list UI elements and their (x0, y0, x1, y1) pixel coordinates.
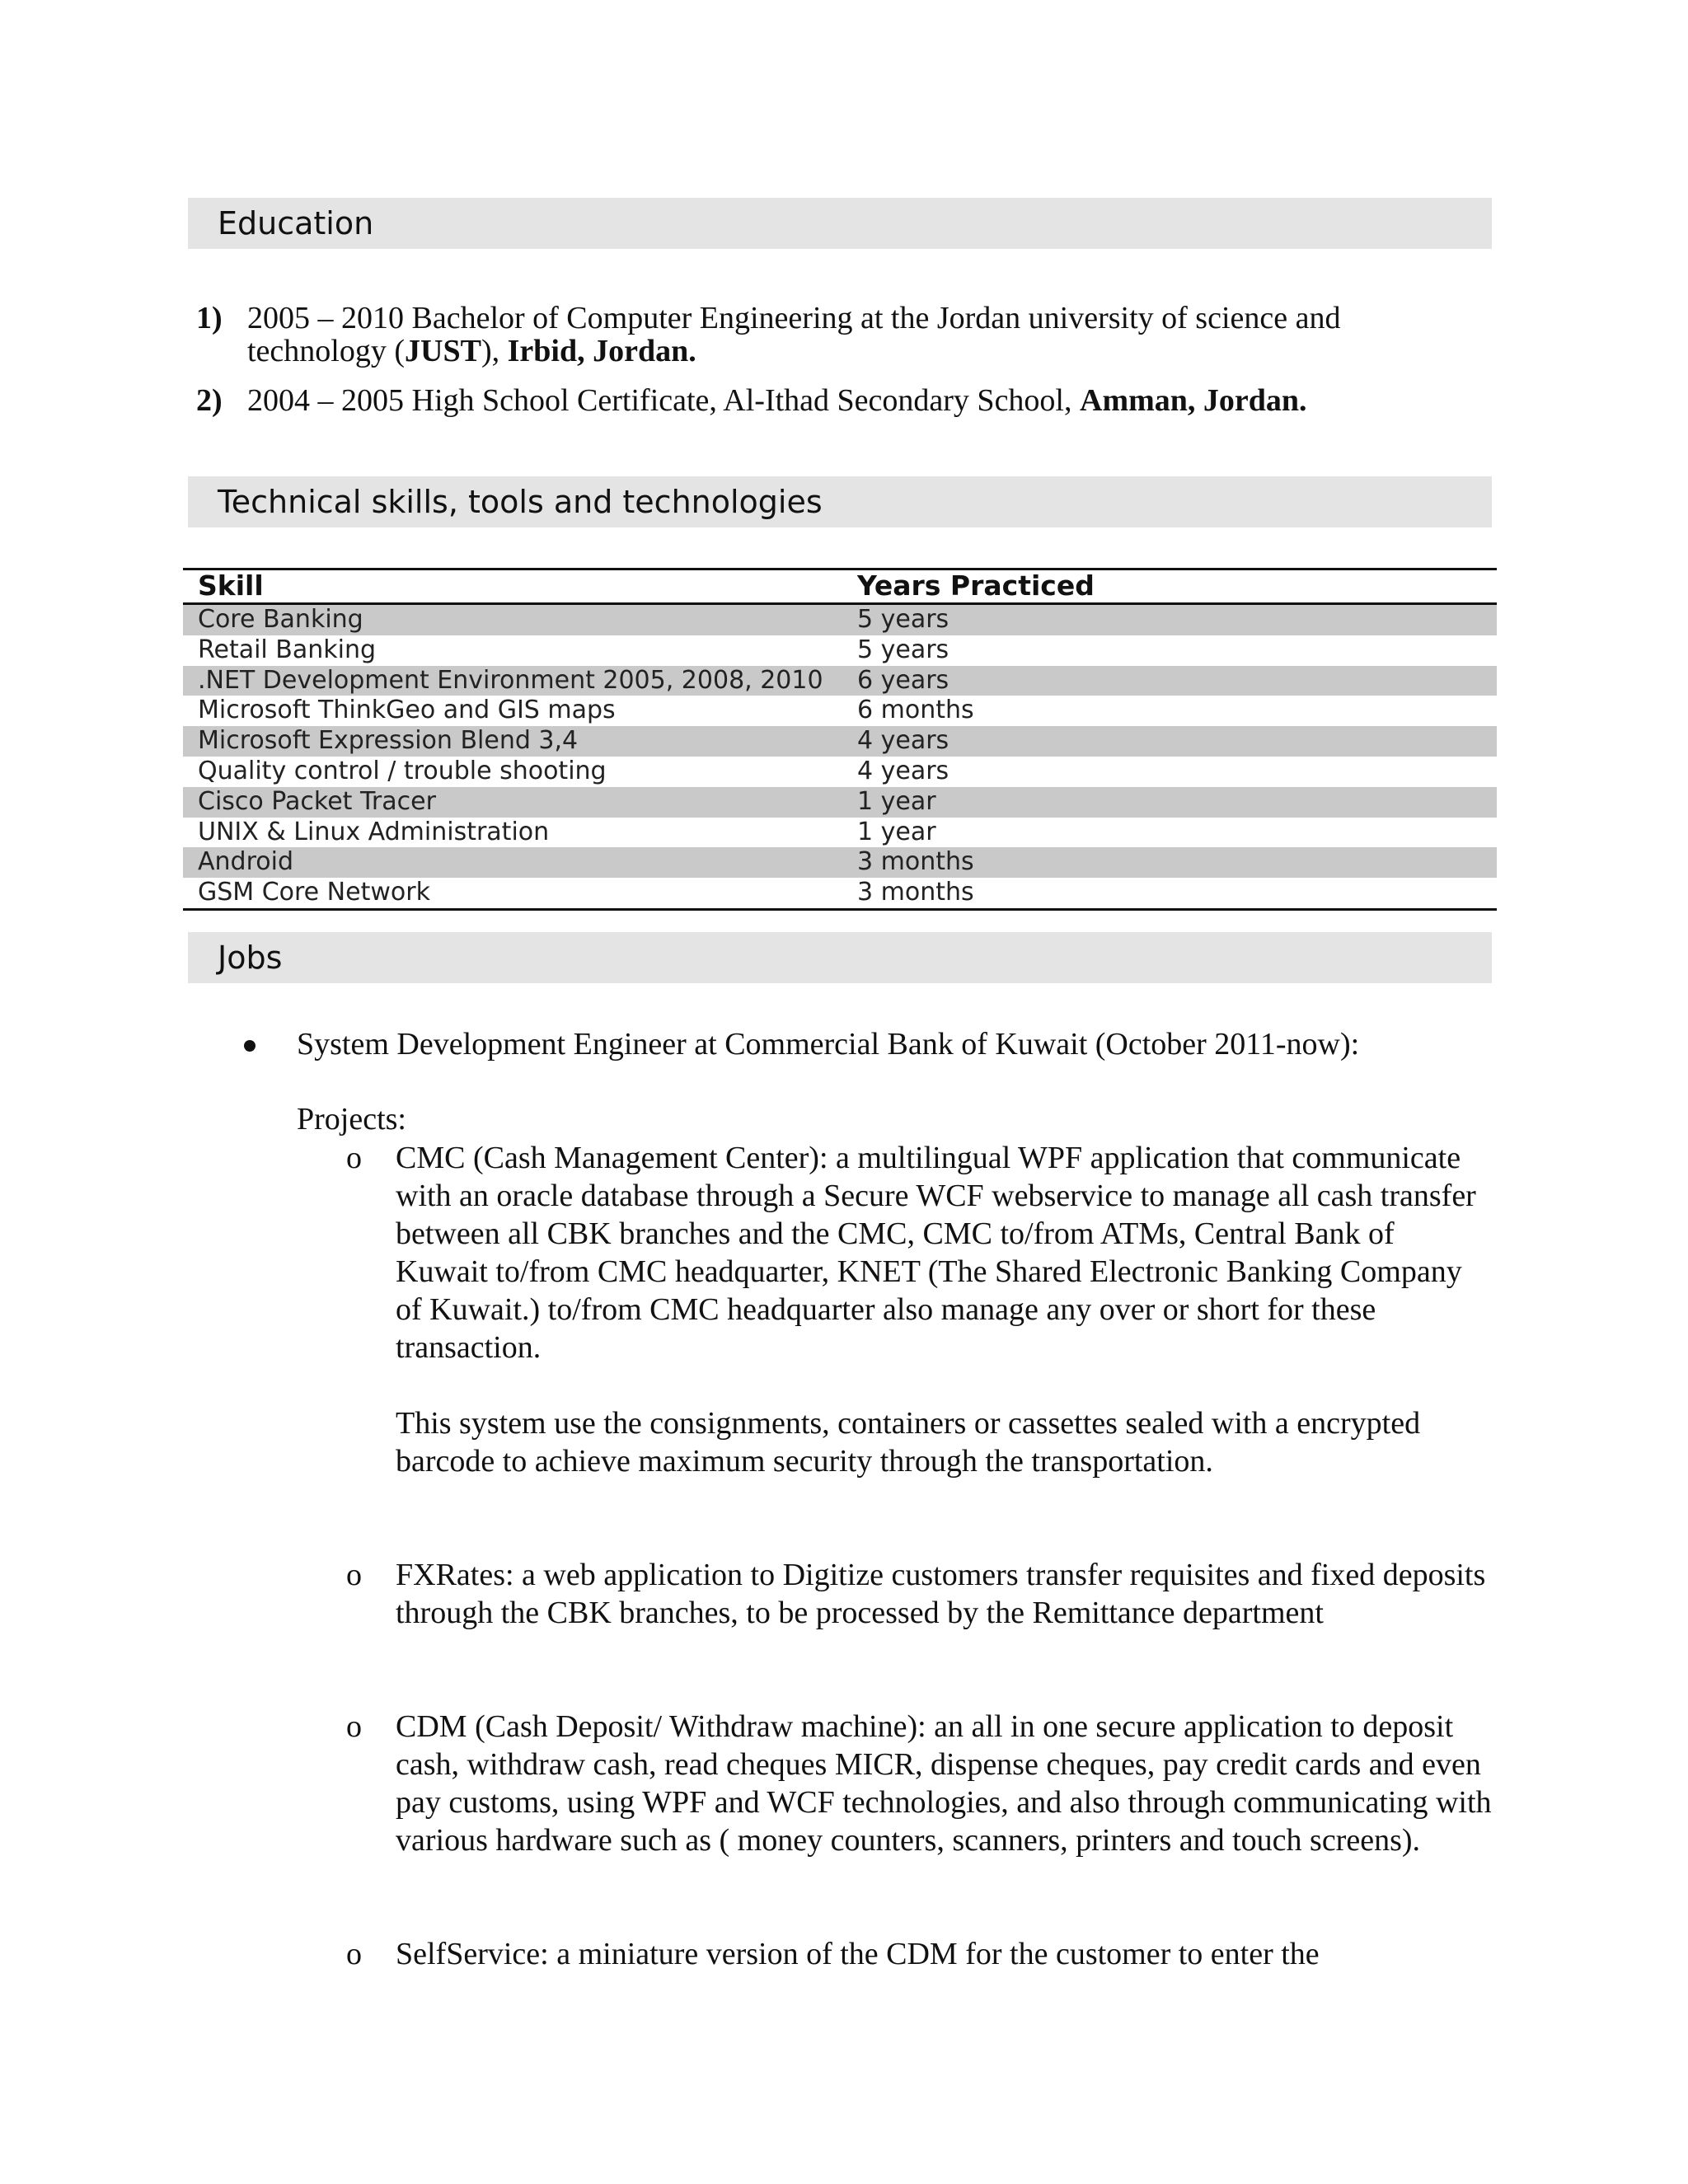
years-cell: 5 years (857, 635, 950, 664)
skill-cell: UNIX & Linux Administration (198, 817, 550, 846)
years-cell: 3 months (857, 878, 974, 907)
table-header-row (183, 570, 1497, 602)
skill-cell: Retail Banking (198, 635, 377, 664)
table-row (183, 635, 1497, 666)
table-row (183, 757, 1497, 787)
table-body (183, 605, 1497, 908)
skill-cell: Core Banking (198, 605, 363, 634)
education-years: 2005 – 2010 Bachelor of Computer Engineering at the Jordan university of science and technology ( (247, 301, 1341, 368)
bullet-icon (244, 1040, 256, 1052)
table-row (183, 878, 1497, 908)
project-cmc-security-note: This system use the consignments, containers or cassettes sealed with a encrypted barcode to achieve maximum security through the transportation. (396, 1406, 1421, 1479)
table-row (183, 696, 1497, 726)
table-row (183, 787, 1497, 818)
table-bottom-rule (183, 908, 1497, 911)
education-separator: ), (481, 334, 508, 368)
skill-cell: Quality control / trouble shooting (198, 756, 607, 785)
table-row (183, 818, 1497, 848)
table-row (183, 666, 1497, 696)
circle-bullet-icon: o (346, 1141, 362, 1175)
education-item-number: 1) (196, 301, 223, 335)
education-school-abbr: JUST (405, 334, 481, 368)
table-row (183, 847, 1497, 878)
years-cell: 6 years (857, 665, 950, 695)
table-header-skill: Skill (198, 569, 264, 602)
project-selfservice-description: SelfService: a miniature version of the CDM for the customer to enter the (396, 1937, 1320, 1971)
section-header-jobs: Jobs (188, 932, 1492, 983)
table-row (183, 605, 1497, 635)
education-years: 2004 – 2005 High School Certificate, Al-Ithad Secondary School, (247, 383, 1080, 418)
job-title: System Development Engineer at Commercial Bank of Kuwait (October 2011-now): (297, 1027, 1360, 1062)
project-cdm-description: CDM (Cash Deposit/ Withdraw machine): an all in one secure application to deposit cash, withdraw cash, read cheques MICR, dispense cheques, pay credit cards and even pay customs, using WPF and WCF technologies, and also through communicating with various hardware such as ( money counters, scanners, printers and touch screens). (396, 1709, 1492, 1858)
years-cell: 1 year (857, 786, 936, 816)
project-cmc-description: CMC (Cash Management Center): a multilingual WPF application that communicate with an oracle database through a Secure WCF webservice to manage all cash transfer between all CBK branches and the CMC, CMC to/from ATMs, Central Bank of Kuwait to/from CMC headquarter, KNET (The Shared Electronic Banking Company of Kuwait.) to/from CMC headquarter also manage any over or short for these transaction. (396, 1141, 1476, 1365)
projects-label: Projects: (297, 1102, 406, 1137)
skill-cell: Microsoft ThinkGeo and GIS maps (198, 696, 616, 725)
years-cell: 4 years (857, 756, 950, 785)
skill-cell: .NET Development Environment 2005, 2008, 2010 (198, 665, 823, 695)
years-cell: 1 year (857, 817, 936, 846)
education-item-text (247, 384, 1475, 417)
years-cell: 3 months (857, 847, 974, 877)
project-fxrates-description: FXRates: a web application to Digitize customers transfer requisites and fixed deposits through the CBK branches, to be processed by the Remittance department (396, 1558, 1486, 1630)
section-header-skills: Technical skills, tools and technologies (188, 476, 1492, 527)
circle-bullet-icon: o (346, 1558, 362, 1592)
circle-bullet-icon: o (346, 1709, 362, 1744)
skill-cell: Android (198, 847, 293, 877)
years-cell: 5 years (857, 605, 950, 634)
skill-cell: GSM Core Network (198, 878, 430, 907)
circle-bullet-icon: o (346, 1937, 362, 1971)
years-cell: 6 months (857, 696, 974, 725)
years-cell: 4 years (857, 726, 950, 756)
table-row (183, 726, 1497, 757)
education-item-number: 2) (196, 383, 223, 418)
education-item-text (247, 302, 1475, 368)
skill-cell: Cisco Packet Tracer (198, 786, 436, 816)
education-place: Amman, Jordan. (1080, 383, 1307, 418)
section-header-education: Education (188, 198, 1492, 249)
table-header-years: Years Practiced (857, 569, 1095, 602)
education-place: Irbid, Jordan. (507, 334, 696, 368)
skill-cell: Microsoft Expression Blend 3,4 (198, 726, 579, 756)
